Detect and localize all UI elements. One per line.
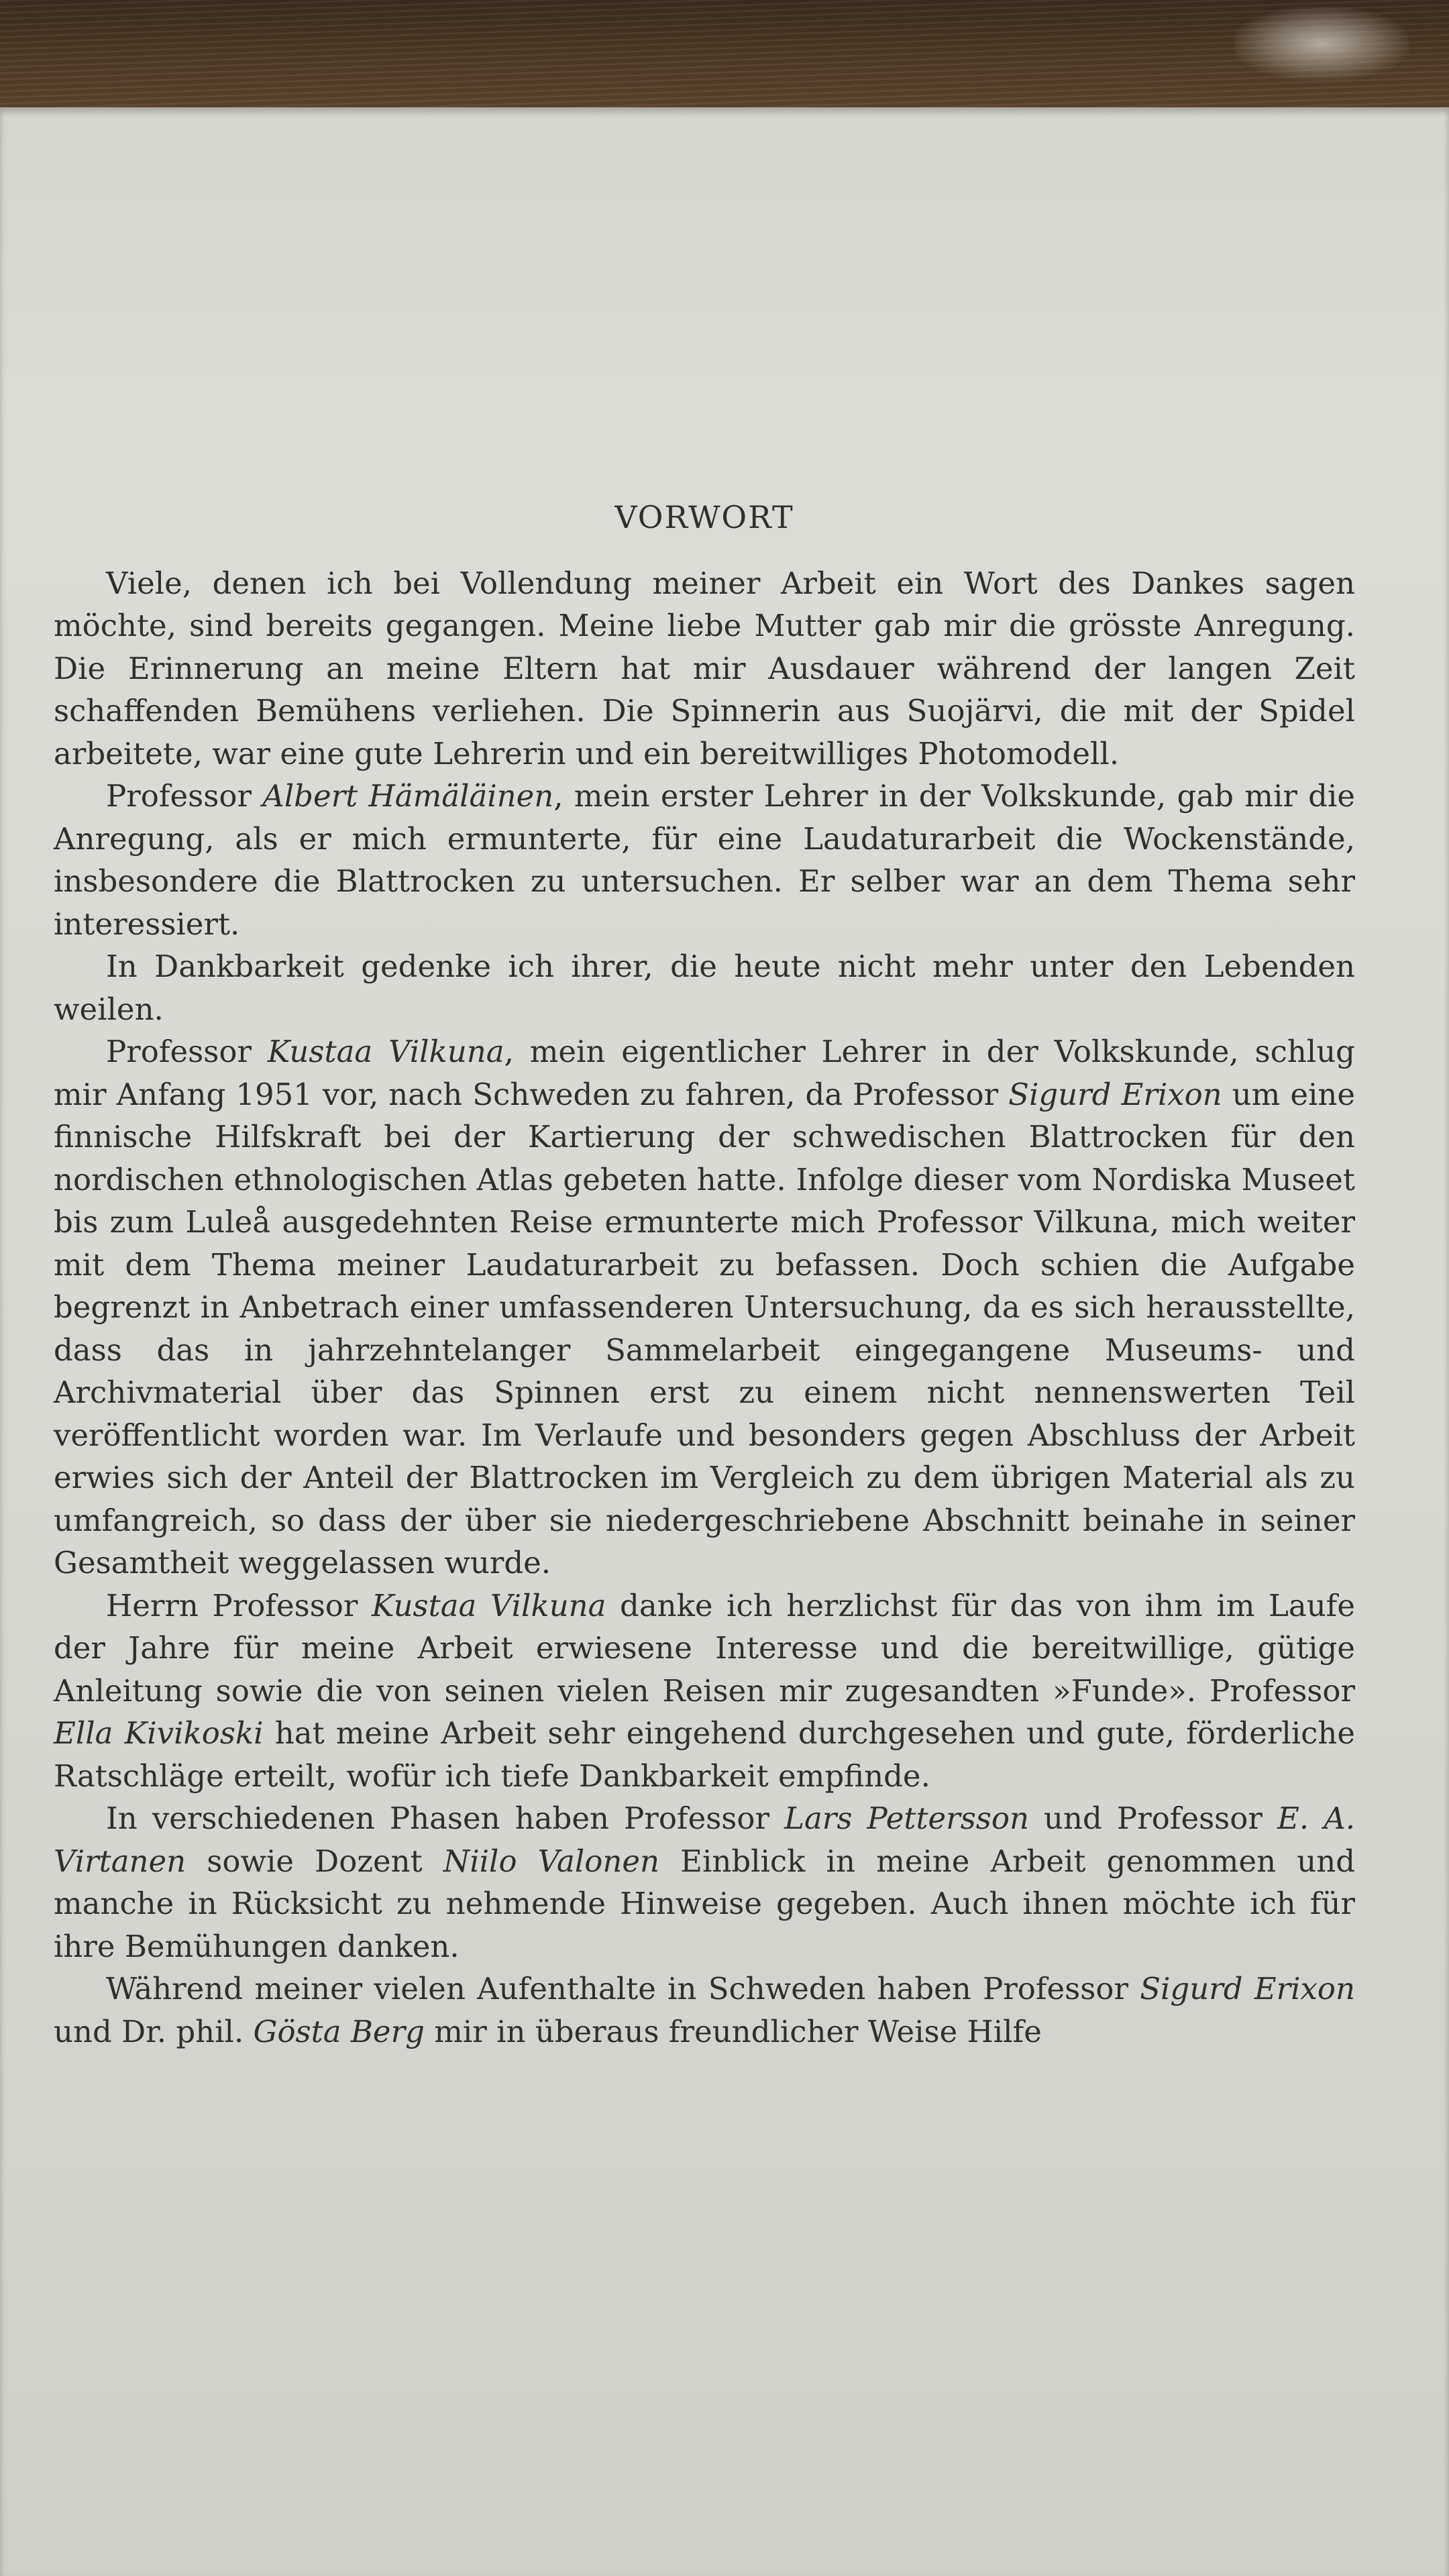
paragraph — [54, 775, 1355, 945]
person-name: Sigurd Erixon — [1008, 1076, 1222, 1112]
page-heading: VORWORT — [614, 499, 794, 535]
paragraph-text: , mein eigentlicher Lehrer in der Volkskunde, schlug mir Anfang 1951 vor, nach Schweden zu fahren, da Professor — [54, 1034, 1355, 1112]
page-text-block — [54, 496, 1355, 2053]
person-name: Niilo Valonen — [443, 1843, 659, 1879]
paragraph-text: danke ich herzlichst für das von ihm im Laufe der Jahre für meine Arbeit erwiesene Interesse und die bereitwillige, gütige Anleitung sowie die von seinen vielen Reisen mir zugesandten »Funde». Professor — [54, 1587, 1355, 1709]
paragraph-text: Einblick in meine Arbeit genommen und manche in Rücksicht zu nehmende Hinweise gegeben. Auch ihnen möchte ich für ihre Bemühungen danken. — [54, 1843, 1355, 1964]
person-name: E. A. Virtanen — [54, 1801, 1356, 1879]
paragraph-text: , mein erster Lehrer in der Volkskunde, gab mir die Anregung, als er mich ermunterte, für eine Laudaturarbeit die Wockenstände, insbesondere die Blattrocken zu untersuchen. Er selber war an dem Thema sehr interessiert. — [54, 778, 1355, 942]
paragraph-text: In Dankbarkeit gedenke ich ihrer, die heute nicht mehr unter den Lebenden weilen. — [54, 949, 1355, 1027]
person-name: Lars Pettersson — [784, 1801, 1029, 1836]
paragraph-text: sowie Dozent — [186, 1843, 443, 1879]
wooden-table-background — [0, 0, 1449, 117]
person-name: Kustaa Vilkuna — [371, 1587, 606, 1623]
person-name: Kustaa Vilkuna — [267, 1034, 504, 1069]
table-scuff-mark — [1234, 7, 1409, 80]
paragraph-text: Herrn Professor — [106, 1587, 372, 1623]
paragraph-text: Viele, denen ich bei Vollendung meiner Arbeit ein Wort des Dankes sagen möchte, sind bereits gegangen. Meine liebe Mutter gab mir die grösste Anregung. Die Erinnerung an meine Eltern hat mir Ausdauer während der langen Zeit schaffenden Bemühens verliehen. Die Spinnerin aus Suojärvi, die mit der Spidel arbeitete, war eine gute Lehrerin und ein bereitwilliges Photomodell. — [54, 565, 1355, 771]
paragraph-text: mir in überaus freundlicher Weise Hilfe — [424, 2013, 1042, 2049]
person-name: Gösta Berg — [253, 2013, 425, 2049]
paragraph — [54, 1585, 1355, 1798]
paragraph-text: Professor — [106, 1034, 268, 1069]
paragraph-text: und Dr. phil. — [54, 2013, 254, 2049]
paragraph-list — [54, 562, 1355, 2053]
paragraph-text: um eine finnische Hilfskraft bei der Kartierung der schwedischen Blattrocken für den nordischen ethnologischen Atlas gebeten hatte. Infolge dieser vom Nordiska Museet bis zum Luleå ausgedehnten Reise ermunterte mich Professor Vilkuna, mich weiter mit dem Thema meiner Laudaturarbeit zu befassen. Doch schien die Aufgabe begrenzt in Anbetrach einer umfassenderen Untersuchung, da es sich herausstellte, dass das in jahrzehntelanger Sammelarbeit eingegangene Museums- und Archivmaterial über das Spinnen erst zu einem nicht nennenswerten Teil veröffentlicht worden war. Im Verlaufe und besonders gegen Abschluss der Arbeit erwies sich der Anteil der Blattrocken im Vergleich zu dem übrigen Material als zu umfangreich, so dass der über sie niedergeschriebene Abschnitt beinahe in seiner Gesamtheit weggelassen wurde. — [54, 1076, 1355, 1580]
person-name: Albert Hämäläinen — [262, 778, 554, 814]
person-name: Sigurd Erixon — [1140, 1971, 1355, 2006]
paragraph — [54, 945, 1355, 1030]
paragraph-text: hat meine Arbeit sehr eingehend durchgesehen und gute, förderliche Ratschläge erteilt, wofür ich tiefe Dankbarkeit empfinde. — [54, 1715, 1355, 1794]
paragraph-text: Professor — [106, 778, 263, 814]
paragraph — [54, 562, 1355, 775]
paragraph-text: und Professor — [1028, 1801, 1277, 1836]
wood-grain-texture — [0, 0, 1449, 117]
paragraph — [54, 1030, 1355, 1585]
paragraph — [54, 1968, 1355, 2053]
paragraph-text: Während meiner vielen Aufenthalte in Schweden haben Professor — [106, 1971, 1140, 2006]
person-name: Ella Kivikoski — [54, 1715, 264, 1751]
paragraph — [54, 1797, 1355, 1968]
paragraph-text: In verschiedenen Phasen haben Professor — [106, 1801, 785, 1836]
